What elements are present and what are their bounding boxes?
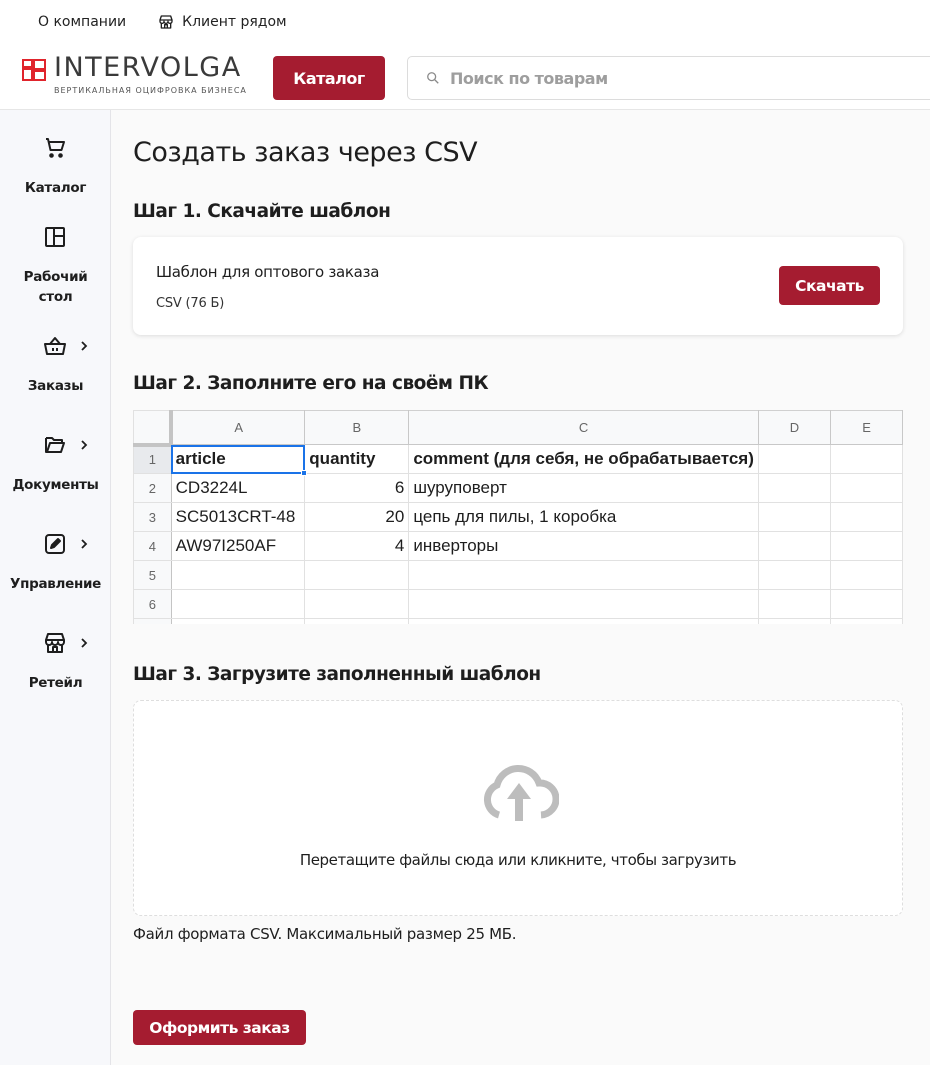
logo-tagline: ВЕРТИКАЛЬНАЯ ОЦИФРОВКА БИЗНЕСА [54, 86, 247, 95]
header [0, 0, 930, 110]
sidebar-item-orders[interactable] [0, 334, 111, 396]
sheet-cell [831, 590, 903, 619]
catalog-button[interactable]: Каталог [273, 56, 385, 100]
sheet-cell [758, 532, 830, 561]
sheet-cell [758, 561, 830, 590]
sheet-cell: CD3224L [171, 474, 305, 503]
file-format-hint: Файл формата CSV. Максимальный размер 25 МБ. [133, 925, 517, 943]
sidebar-item-documents[interactable] [0, 433, 111, 495]
row-header: 6 [134, 590, 172, 619]
row-header: 5 [134, 561, 172, 590]
dropzone-text: Перетащите файлы сюда или кликните, чтобы загрузить [299, 851, 737, 869]
sheet-cell [171, 561, 305, 590]
sidebar-item-management[interactable] [0, 532, 111, 594]
logo-mark-icon [22, 59, 46, 81]
sheet-cell: цепь для пилы, 1 коробка [409, 503, 759, 532]
column-header: B [305, 411, 409, 445]
column-header: A [171, 411, 305, 445]
sheet-cell: quantity [305, 445, 409, 474]
sheet-row [134, 590, 903, 619]
sheet-row [134, 619, 903, 625]
page-title: Создать заказ через CSV [133, 137, 478, 168]
sheet-cell [758, 445, 830, 474]
cart-icon [43, 136, 67, 160]
sheet-cell [409, 619, 759, 625]
sheet-cell: SC5013CRT-48 [171, 503, 305, 532]
sheet-cell [305, 590, 409, 619]
sidebar-label-documents: Документы [12, 477, 99, 493]
sheet-cell [171, 445, 305, 474]
sheet-cell [409, 561, 759, 590]
column-header: E [831, 411, 903, 445]
sidebar-label-management: Управление [9, 576, 102, 592]
store-icon [158, 14, 174, 30]
sidebar-label-retail: Ретейл [28, 675, 83, 691]
row-header: 1 [134, 445, 172, 474]
sidebar-label-dashboard: Рабочий стол [23, 269, 88, 305]
logo-wordmark: INTERVOLGA [54, 52, 242, 83]
folder-icon [43, 433, 67, 457]
sheet-cell [758, 474, 830, 503]
submit-order-button[interactable]: Оформить заказ [133, 1010, 306, 1045]
sheet-cell: 20 [305, 503, 409, 532]
sheet-row [134, 503, 903, 532]
sheet-cell [171, 590, 305, 619]
column-header: D [758, 411, 830, 445]
about-company-label: О компании [38, 14, 127, 30]
sheet-cell: AW97I250AF [171, 532, 305, 561]
sidebar-label-orders: Заказы [27, 378, 84, 394]
sheet-cell [831, 503, 903, 532]
row-header: 4 [134, 532, 172, 561]
sheet-row [134, 445, 903, 474]
sheet-cell [758, 590, 830, 619]
file-dropzone[interactable] [133, 700, 903, 916]
template-card [133, 237, 903, 335]
cloud-upload-icon [479, 763, 559, 823]
download-button[interactable]: Скачать [779, 266, 880, 305]
sheet-row [134, 532, 903, 561]
sheet-cell [305, 619, 409, 625]
sheet-cell: шуруповерт [409, 474, 759, 503]
sheet-cell [831, 532, 903, 561]
template-meta: CSV (76 Б) [156, 296, 225, 311]
sheet-cell [171, 619, 305, 625]
logo[interactable] [22, 52, 262, 100]
top-nav [38, 14, 287, 30]
cell-text: article [175, 449, 226, 468]
row-header: 2 [134, 474, 172, 503]
step2-title: Шаг 2. Заполните его на своём ПК [133, 373, 489, 394]
sheet-cell [758, 503, 830, 532]
column-header: C [409, 411, 759, 445]
search-icon [426, 71, 440, 85]
row-header [134, 619, 172, 625]
sheet-cell [305, 561, 409, 590]
chevron-right-icon [78, 340, 90, 352]
sheet-cell [831, 619, 903, 625]
dashboard-icon [43, 225, 67, 249]
about-company-link[interactable] [38, 14, 126, 30]
step1-title: Шаг 1. Скачайте шаблон [133, 201, 391, 222]
chevron-right-icon [78, 637, 90, 649]
search-bar[interactable] [407, 56, 930, 100]
sheet-cell [831, 474, 903, 503]
sheet-column-headers [134, 411, 903, 445]
basket-icon [43, 334, 67, 358]
chevron-right-icon [78, 439, 90, 451]
fill-handle [301, 470, 307, 476]
sheet-cell [758, 619, 830, 625]
sheet-cell [831, 445, 903, 474]
spreadsheet-example [133, 410, 903, 624]
row-header: 3 [134, 503, 172, 532]
sheet-row [134, 474, 903, 503]
chevron-right-icon [78, 538, 90, 550]
sheet-cell: comment (для себя, не обрабатывается) [409, 445, 759, 474]
sidebar-label-catalog: Каталог [24, 180, 87, 196]
sheet-cell: 6 [305, 474, 409, 503]
client-nearby-label: Клиент рядом [182, 14, 287, 30]
client-nearby-link[interactable] [158, 14, 286, 30]
sheet-cell: 4 [305, 532, 409, 561]
sidebar-item-dashboard[interactable] [0, 225, 111, 307]
step3-title: Шаг 3. Загрузите заполненный шаблон [133, 664, 541, 685]
sidebar [0, 110, 111, 1065]
edit-icon [43, 532, 67, 556]
sheet-cell: инверторы [409, 532, 759, 561]
sheet-corner [134, 411, 172, 445]
sheet-cell [409, 590, 759, 619]
search-input[interactable] [450, 69, 930, 88]
template-name: Шаблон для оптового заказа [156, 263, 380, 281]
sheet-row [134, 561, 903, 590]
store-icon [43, 631, 67, 655]
sheet-cell [831, 561, 903, 590]
sidebar-item-catalog[interactable] [0, 136, 111, 198]
sidebar-item-retail[interactable] [0, 631, 111, 693]
